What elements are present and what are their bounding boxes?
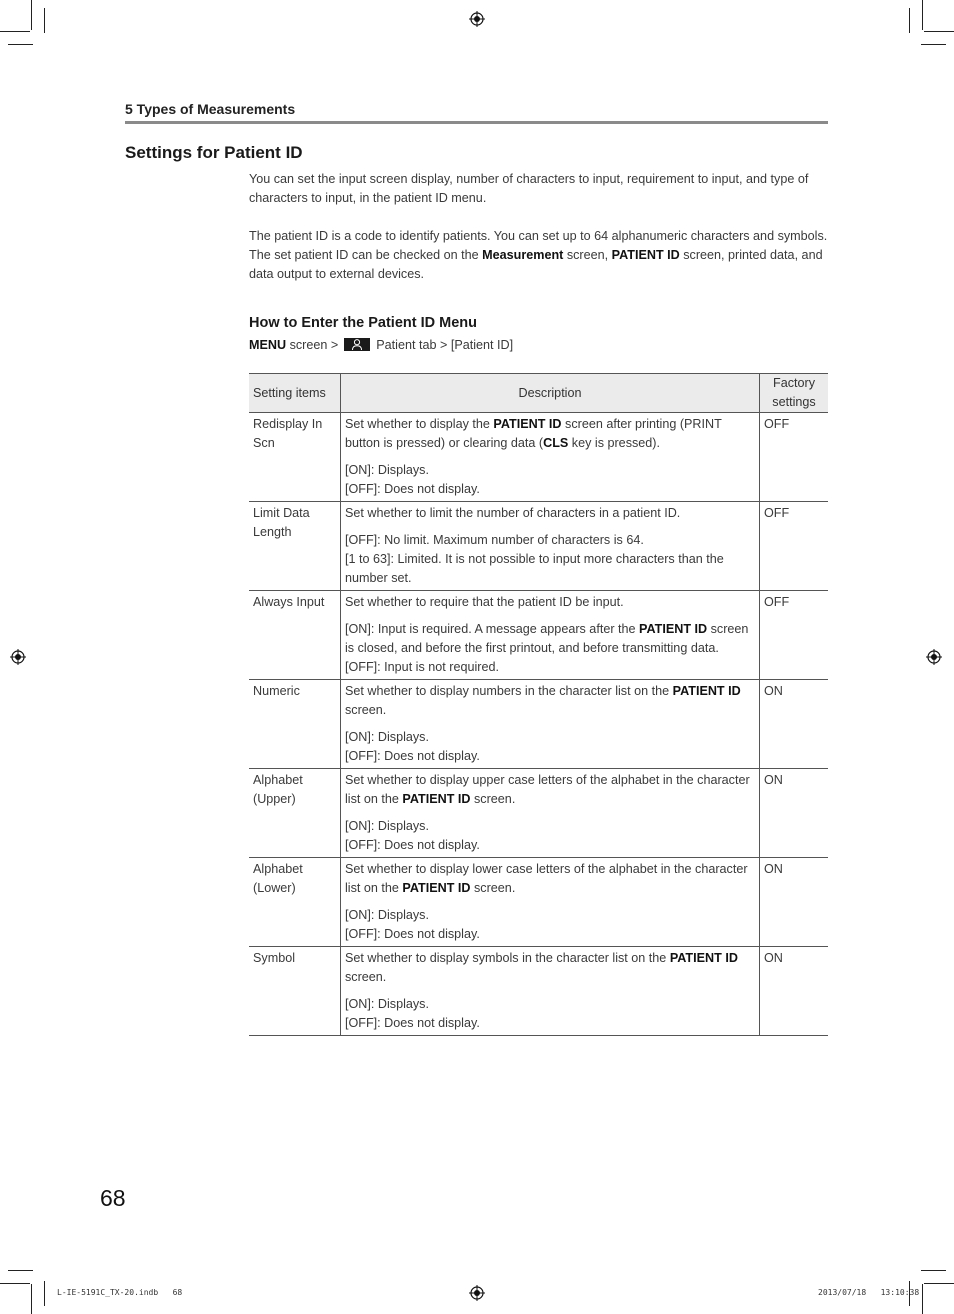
intro-paragraph: You can set the input screen display, number of characters to input, requirement to input, and type of characters to input, in the patient ID menu.	[249, 172, 809, 205]
crop-mark	[909, 8, 910, 33]
subsection-title: How to Enter the Patient ID Menu	[249, 315, 477, 331]
patient-id-paragraph: The patient ID is a code to identify patients. You can set up to 64 alphanumeric characters and symbols. The set patient ID can be checked on the Measurement screen, PATIENT ID screen, printed data, and data output to external devices.	[249, 229, 828, 281]
crop-mark	[44, 8, 45, 33]
factory-setting: OFF	[760, 591, 829, 680]
setting-description: Set whether to display the PATIENT ID screen after printing (PRINT button is pressed) or clearing data (CLS key is pressed). [ON]: Displays. [OFF]: Does not display.	[341, 413, 760, 502]
table-row	[249, 858, 828, 947]
table-row	[249, 680, 828, 769]
slug-timestamp: 2013/07/18 13:10:38	[818, 1288, 920, 1297]
slug-filename: L-IE-5191C_TX-20.indb 68	[57, 1288, 183, 1297]
settings-table	[249, 373, 828, 1036]
crop-mark	[921, 1270, 946, 1271]
registration-mark-icon	[469, 11, 485, 27]
setting-item: Alphabet (Lower)	[249, 858, 341, 947]
setting-description: Set whether to display lower case letters of the alphabet in the character list on the PATIENT ID screen. [ON]: Displays. [OFF]: Does not display.	[341, 858, 760, 947]
factory-setting: OFF	[760, 502, 829, 591]
table-row	[249, 413, 828, 502]
setting-item: Redisplay In Scn	[249, 413, 341, 502]
crop-mark	[8, 1270, 33, 1271]
factory-setting: ON	[760, 858, 829, 947]
setting-item: Always Input	[249, 591, 341, 680]
section-title: Settings for Patient ID	[125, 143, 303, 162]
setting-description: Set whether to display numbers in the character list on the PATIENT ID screen. [ON]: Displays. [OFF]: Does not display.	[341, 680, 760, 769]
crop-mark	[924, 31, 954, 32]
registration-mark-icon	[469, 1285, 485, 1301]
setting-item: Symbol	[249, 947, 341, 1036]
table-row	[249, 502, 828, 591]
setting-description: Set whether to require that the patient ID be input. [ON]: Input is required. A message appears after the PATIENT ID screen is closed, and before the first printout, and before transmitting data. [OFF]: Input is not required.	[341, 591, 760, 680]
registration-mark-icon	[926, 649, 942, 665]
factory-setting: ON	[760, 680, 829, 769]
header-setting-items: Setting items	[249, 374, 341, 413]
factory-setting: ON	[760, 769, 829, 858]
crop-mark	[8, 44, 33, 45]
page-number: 68	[100, 1185, 126, 1211]
table-header-row	[249, 374, 828, 413]
setting-item: Alphabet (Upper)	[249, 769, 341, 858]
table-row	[249, 947, 828, 1036]
header-factory-settings: Factory settings	[760, 374, 829, 413]
table-row	[249, 591, 828, 680]
table-row	[249, 769, 828, 858]
crop-mark	[921, 44, 946, 45]
chapter-header: 5 Types of Measurements	[125, 101, 296, 117]
crop-mark	[0, 1283, 30, 1284]
crop-mark	[0, 31, 30, 32]
factory-setting: OFF	[760, 413, 829, 502]
header-rule	[125, 121, 828, 124]
setting-description: Set whether to display upper case letters of the alphabet in the character list on the PATIENT ID screen. [ON]: Displays. [OFF]: Does not display.	[341, 769, 760, 858]
setting-description: Set whether to limit the number of characters in a patient ID. [OFF]: No limit. Maximum number of characters is 64. [1 to 63]: Limited. It is not possible to input more characters than the number set.	[341, 502, 760, 591]
setting-item: Limit Data Length	[249, 502, 341, 591]
setting-description: Set whether to display symbols in the character list on the PATIENT ID screen. [ON]: Displays. [OFF]: Does not display.	[341, 947, 760, 1036]
crop-mark	[922, 0, 923, 30]
factory-setting: ON	[760, 947, 829, 1036]
menu-path: MENU screen > Patient tab > [Patient ID]	[249, 338, 514, 352]
crop-mark	[31, 1284, 32, 1314]
registration-mark-icon	[10, 649, 26, 665]
setting-item: Numeric	[249, 680, 341, 769]
crop-mark	[922, 1284, 923, 1314]
crop-mark	[924, 1283, 954, 1284]
crop-mark	[44, 1281, 45, 1306]
header-description: Description	[341, 374, 760, 413]
crop-mark	[31, 0, 32, 30]
patient-icon	[344, 338, 370, 351]
